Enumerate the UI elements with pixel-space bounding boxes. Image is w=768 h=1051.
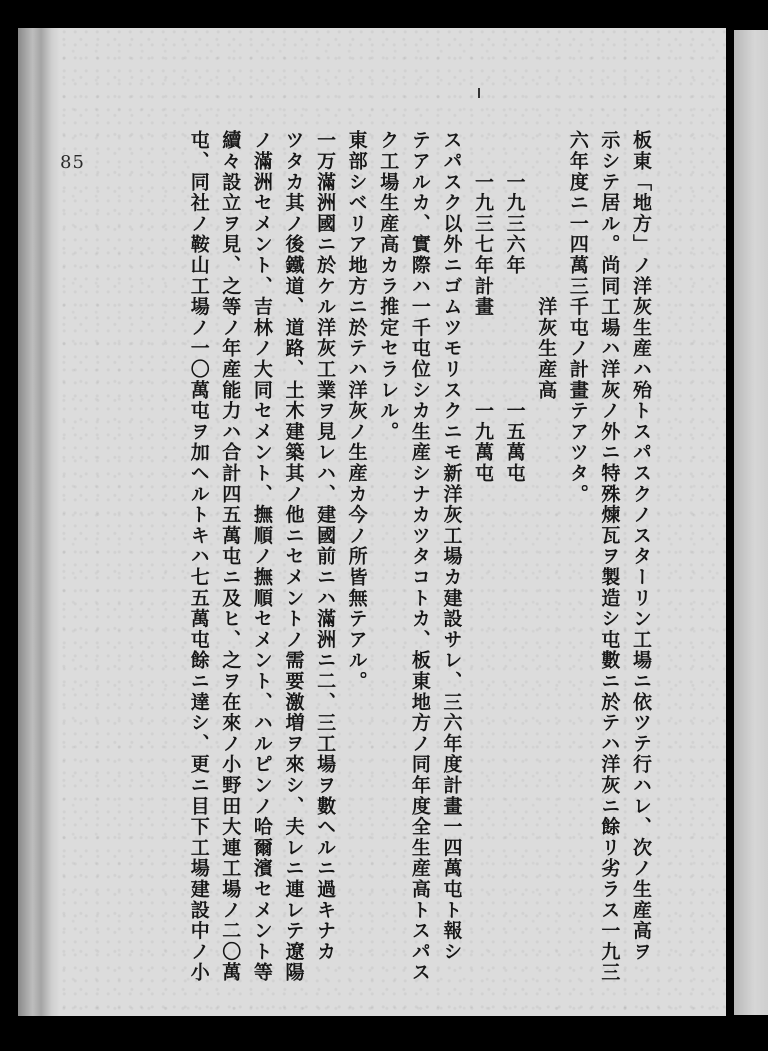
adjacent-page-edge — [734, 30, 768, 1015]
text-line: 東部シベリア地方ニ於テハ洋灰ノ生産カ今ノ所皆無テアル。 — [345, 130, 368, 692]
text-line: テアルカ、實際ハ一千屯位シカ生産シナカツタコトカ、板東地方ノ同年度全生産高トスパス — [408, 130, 431, 983]
table-row: 一九三六年 一五萬屯 — [503, 130, 526, 484]
printer-mark — [478, 88, 480, 98]
text-line: 一万滿洲國ニ於ケル洋灰工業ヲ見レハ、建國前ニハ滿洲ニ二、三工場ヲ數ヘルニ過キナカ — [314, 130, 337, 962]
text-line: ツタカ其ノ後鐵道、道路、土木建築其ノ他ニセメントノ需要激増ヲ來シ、夫レニ連レテ遼陽 — [282, 130, 305, 983]
text-line: 續々設立ヲ見、之等ノ年産能力ハ合計四五萬屯ニ及ヒ、之ヲ在來ノ小野田大連工場ノ二〇萬 — [219, 130, 242, 983]
text-line: 屯、同社ノ鞍山工場ノ一〇萬屯ヲ加ヘルトキハ七五萬屯餘ニ達シ、更ニ目下工場建設中ノ小 — [187, 130, 210, 983]
table-heading: 洋灰生産高 — [535, 130, 558, 401]
text-line: 六年度ニ一四萬三千屯ノ計畫テアツタ。 — [566, 130, 589, 505]
text-line: ク工場生産高カラ推定セラレル。 — [377, 130, 400, 442]
page-binding-shadow — [18, 28, 60, 1016]
table-row: 一九三七年計畫 一九萬屯 — [472, 130, 495, 484]
text-line: ノ滿洲セメント、吉林ノ大同セメント、撫順ノ撫順セメント、ハルピンノ哈爾濱セメント等 — [250, 130, 273, 983]
text-line: 板東「地方」ノ洋灰生産ハ殆トスパスクノスターリン工場ニ依ツテ行ハレ、次ノ生産高ヲ — [630, 130, 652, 962]
text-line: スパスク以外ニゴムツモリスクニモ新洋灰工場カ建設サレ、三六年度計畫一四萬屯ト報シ — [440, 130, 463, 962]
vertical-text-body — [96, 130, 656, 983]
text-line: 示シテ居ル。尚同工場ハ洋灰ノ外ニ特殊煉瓦ヲ製造シ屯數ニ於テハ洋灰ニ餘リ劣ラス一九三 — [598, 130, 621, 983]
page-number: 85 — [60, 152, 85, 173]
